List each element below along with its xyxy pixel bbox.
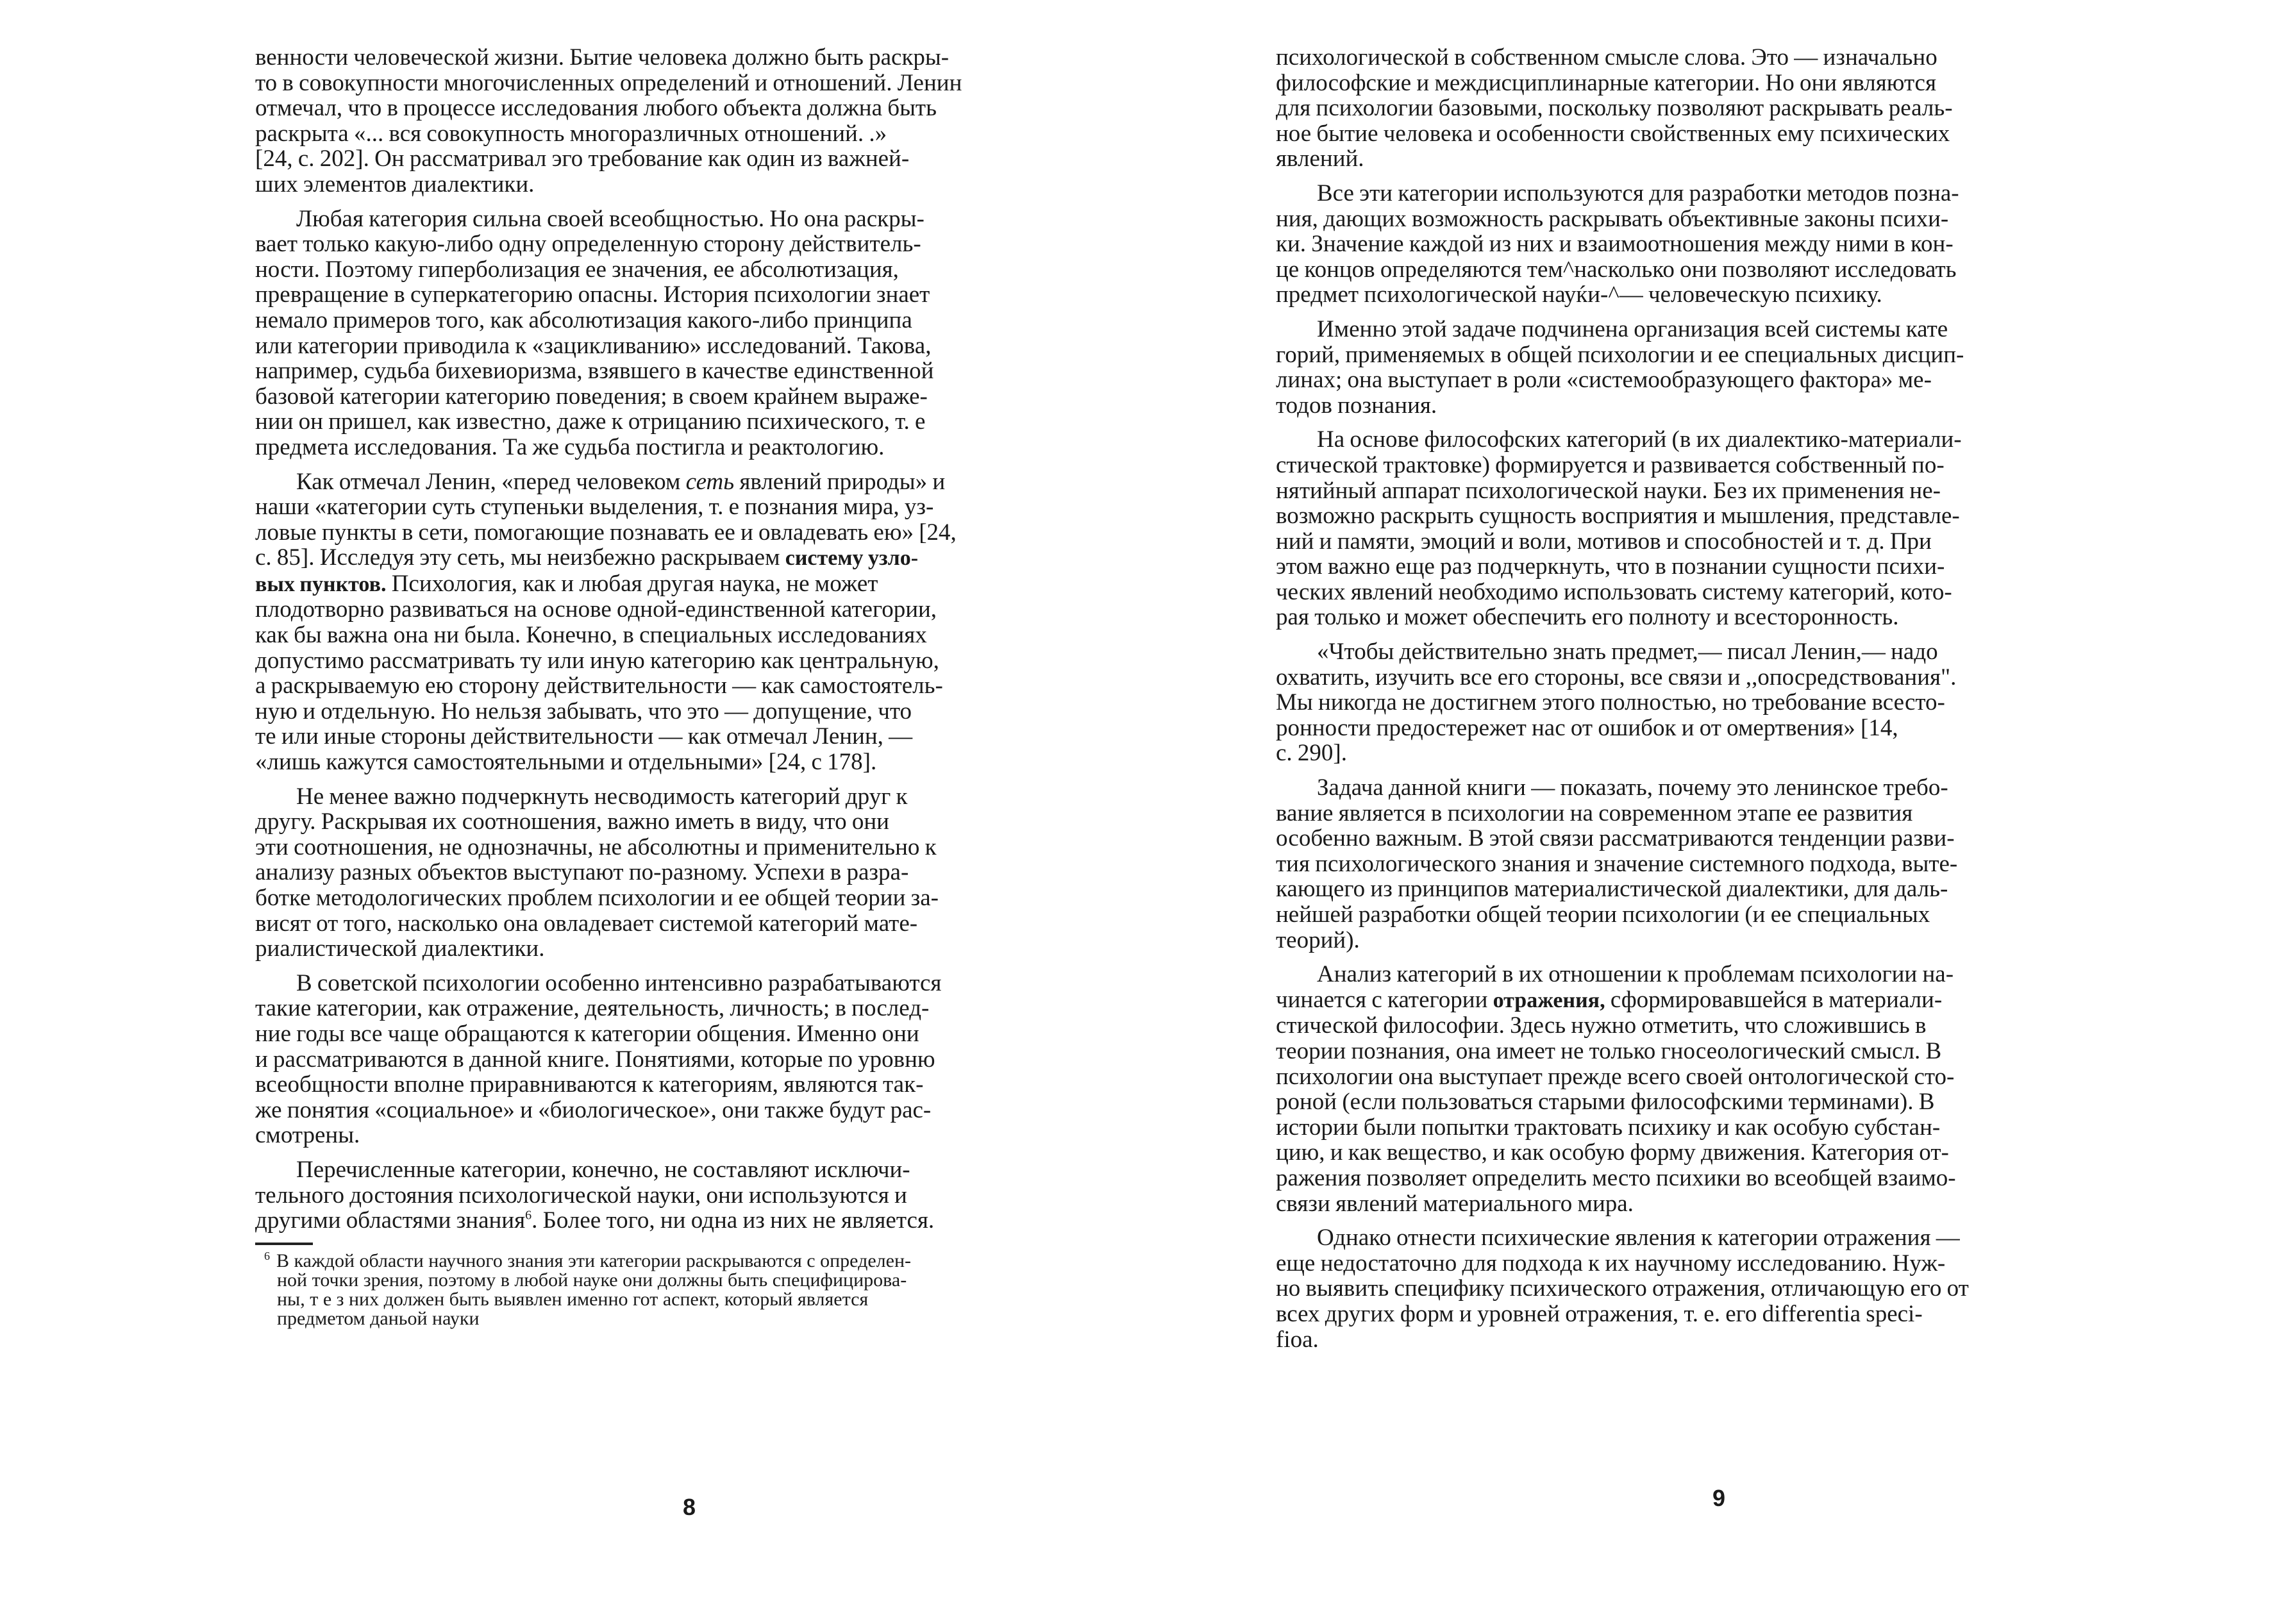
left-page xyxy=(255,45,1146,1328)
footnote-rule xyxy=(255,1243,313,1245)
footnote-marker: 6 xyxy=(525,1208,532,1223)
paragraph: Именно этой задаче подчинена организация всей системы кате горий, применяемых в общей психологии и ее специальных дисцип- линах; она выступает в роли «системообразующего фактора» ме- тодов познания. xyxy=(1276,315,1964,419)
paragraph: венности человеческой жизни. Бытие человека должно быть раскры- то в совокупности многочисленных определений и отношений. Ленин отмечал, что в процессе исследования любого объекта должна быть раскрыта «... вся совокупность многоразличных отношений. .» [24, с. 202]. Он рассматривал эго требование как один из важней- ших элементов диалектики. xyxy=(255,44,962,197)
footnote: $^6$ В каждой области научного знания эти категории раскрываются с определен- ной точки зрения, поэтому в любой науке они должны быть специфицирова- ны, т е з них должен быть выявлен именно гот аспект, который является предметом даньой науки xyxy=(264,1249,911,1329)
paragraph: В советской психологии особенно интенсивно разрабатываются такие категории, как отражение, деятельность, личность; в послед- ние годы все чаще обращаются к категории общения. Именно они и рассматриваются в данной книге. Понятиями, которые по уровню всеобщности вполне приравниваются к категориям, являются так- же понятия «социальное» и «биологическое», они также будут рас- смотрены. xyxy=(255,969,942,1149)
emphasis-italic: сеть xyxy=(685,468,735,495)
paragraph: Все эти категории используются для разработки методов позна- ния, дающих возможность раскрывать объективные законы психи- ки. Значение каждой из них и взаимоотношения между ними в кон- це концов определяются тем^насколько они позволяют исследовать предмет психологической науќи-^— человеческую психику. xyxy=(1276,180,1959,308)
paragraph: «Чтобы действительно знать предмет,— писал Ленин,— надо охватить, изучить все его стороны, все связи и ,,опосредствования". Мы никогда не достигнем этого полностью, но требование всесто- ронности предостережет нас от ошибок и от омертвения» [14, с. 290]. xyxy=(1276,639,1957,767)
emphasis-bold: отражения, xyxy=(1493,988,1605,1012)
paragraph: Перечисленные категории, конечно, не составляют исключи- тельного достояния психологической науки, они используются и другими областями знания$^6$. Более того, ни одна из них не является. xyxy=(255,1156,935,1234)
paragraph: психологической в собственном смысле слова. Это — изначально философские и междисциплинарные категории. Но они являются для психологии базовыми, поскольку позволяют раскрывать реаль- ное бытие человека и особенности свойственных ему психических явлений. xyxy=(1276,44,1953,172)
paragraph: Однако отнести психические явления к категории отражения — еще недостаточно для подхода к их научному исследованию. Нуж- но выявить специфику психического отражения, отличающую его от всех других форм и уровней отражения, т. е. его differentia speci- fioa. xyxy=(1276,1225,1969,1353)
paragraph: Любая категория сильна своей всеобщностью. Но она раскры- вает только какую-либо одну определенную сторону действитель- ности. Поэтому гиперболизация ее значения, ее абсолютизация, превращение в суперкатегорию опасны. История психологии знает немало примеров того, как абсолютизация какого-либо принципа или категории приводила к «зацикливанию» исследований. Такова, например, судьба бихевиоризма, взявшего в качестве единственной базовой категории категорию поведения; в своем крайнем выраже- нии он пришел, как известно, даже к отрицанию психического, т. е предмета исследования. Та же судьба постигла и реактологию. xyxy=(255,205,934,460)
emphasis-bold: систему узло- xyxy=(785,546,919,571)
paragraph: Задача данной книги — показать, почему это ленинское требо- вание является в психологии на современном этапе ее развития особенно важным. В этой связи рассматриваются тенденции разви- тия психологического знания и значение системного подхода, выте- кающего из принципов материалистической диалектики, для даль- нейшей разработки общей теории психологии (и ее специальных теорий). xyxy=(1276,774,1958,953)
paragraph: На основе философских категорий (в их диалектико-материали- стической трактовке) формируется и развивается собственный по- нятийный аппарат психологической науки. Без их применения не- возможно раскрыть сущность восприятия и мышления, представле- ний и памяти, эмоций и воли, мотивов и способностей и т. д. При этом важно еще раз подчеркнуть, что в познании сущности психи- ческих явлений необходимо использовать систему категорий, кото- рая только и может обеспечить его полноту и всесторонность. xyxy=(1276,426,1962,631)
footnote-marker: 6 xyxy=(264,1249,270,1262)
page-number: 8 xyxy=(683,1494,696,1520)
right-page xyxy=(1276,45,2168,1352)
page-number: 9 xyxy=(1712,1485,1726,1511)
emphasis-bold: вых пунктов. xyxy=(255,572,387,596)
paragraph: Как отмечал Ленин, «перед человеком сеть явлений природы» и наши «категории суть ступеньки выделения, т. е познания мира, уз- ловые пункты в сети, помогающие познавать ее и овладевать ею» [24, с. 85]. Исследуя эту сеть, мы неизбежно раскрываем систему узло- вых пунктов. Психология, как и любая другая наука, не может плодотворно развиваться на основе одной-единственной категории, как бы важна она ни была. Конечно, в специальных исследованиях допустимо рассматривать ту или иную категорию как центральную, а раскрываемую ею сторону действительности — как самостоятель- ную и отдельную. Но нельзя забывать, что это — допущение, что те или иные стороны действительности — как отмечал Ленин, — «лишь кажутся самостоятельными и отдельными» [24, с 178]. xyxy=(255,468,957,776)
paragraph: Не менее важно подчеркнуть несводимость категорий друг к другу. Раскрывая их соотношения, важно иметь в виду, что они эти соотношения, не однозначны, не абсолютны и применительно к анализу разных объектов выступают по-разному. Успехи в разра- ботке методологических проблем психологии и ее общей теории за- висят от того, насколько она овладевает системой категорий мате- риалистической диалектики. xyxy=(255,783,939,962)
paragraph: Анализ категорий в их отношении к проблемам психологии на- чинается с категории отражения, сформировавшейся в материали- стической философии. Здесь нужно отметить, что сложившись в теории познания, она имеет не только гносеологический смысл. В психологии она выступает прежде всего своей онтологической сто- роной (если пользоваться старыми философскими терминами). В истории были попытки трактовать психику и как особую субстан- цию, и как вещество, и как особую форму движения. Категория от- ражения позволяет определить место психики во всеобщей взаимо- связи явлений материального мира. xyxy=(1276,961,1956,1217)
